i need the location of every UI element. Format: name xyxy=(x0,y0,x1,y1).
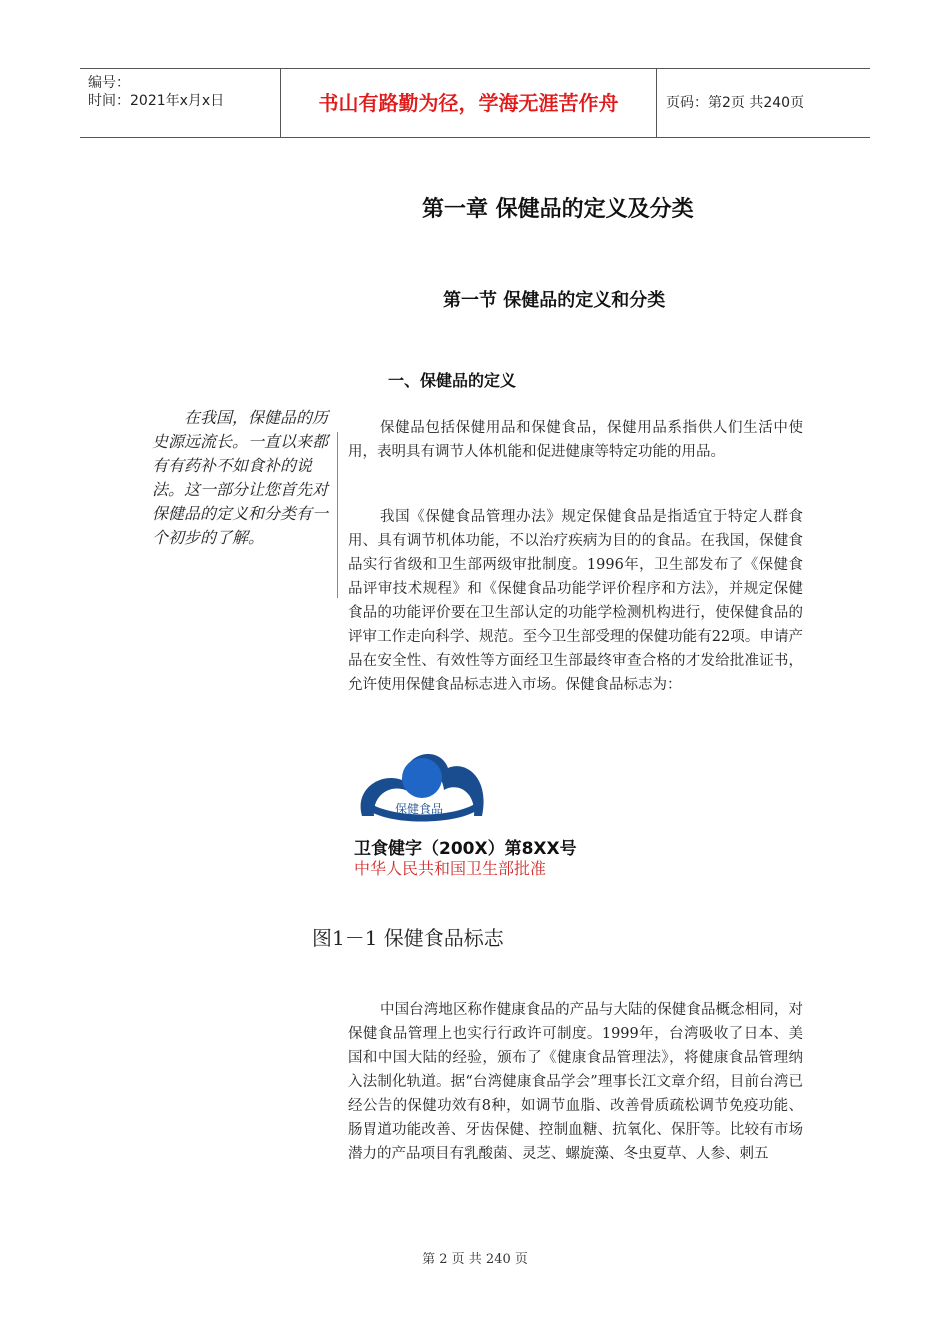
page-footer: 第 2 页 共 240 页 xyxy=(422,1252,528,1267)
logo-name: 保健食品 xyxy=(395,802,444,816)
date-line: 时间：2021年x月x日 xyxy=(88,93,225,109)
section-title: 第一节 保健品的定义和分类 xyxy=(443,290,666,311)
header-page-info: 页码：第2页 共240页 xyxy=(666,95,805,111)
subheading: 一、保健品的定义 xyxy=(388,371,517,390)
paragraph: 我国《保健食品管理办法》规定保健食品是指适宜于特定人群食用、具有调节机体功能，不以治疗疾病为目的的食品。在我国，保健食品实行省级和卫生部两级审批制度。1996年，卫生部发布了《保健食品评审技术规程》和《保健食品功能学评价程序和方法》，并规定保健食品的功能评价要在卫生部认定的功能学检测机构进行，使保健食品的评审工作走向科学、规范。至今卫生部受理的保健功能有22项。申请产品在安全性、有效性等方面经卫生部最终审查合格的才发给批准证书，允许使用保健食品标志进入市场。保健食品标志为： xyxy=(348,509,803,693)
logo-approval-number: 卫食健字（200X）第8XX号 xyxy=(354,839,577,859)
paragraph: 中国台湾地区称作健康食品的产品与大陆的保健食品概念相同，对保健食品管理上也实行行政许可制度。1999年，台湾吸收了日本、美国和中国大陆的经验，颁布了《健康食品管理法》，将健康食品管理纳入法制化轨道。据“台湾健康食品学会”理事长江文章介绍，目前台湾已经公告的保健功效有8种，如调节血脂、改善骨质疏松调节免疫功能、肠胃道功能改善、牙齿保健、控制血糖、抗氧化、保肝等。比较有市场潜力的产品项目有乳酸菌、灵芝、螺旋藻、冬虫夏草、人参、刺五 xyxy=(348,1002,803,1162)
sidenote-divider xyxy=(337,432,338,598)
number-label: 编号： xyxy=(88,75,130,91)
sidenote: 在我国，保健品的历史源远流长。一直以来都有有药补不如食补的说法。这一部分让您首先对保健品的定义和分类有一个初步的了解。 xyxy=(152,408,329,547)
figure-caption: 图1－1 保健食品标志 xyxy=(312,926,504,950)
page-header xyxy=(80,68,870,138)
logo-approval-authority: 中华人民共和国卫生部批准 xyxy=(354,859,547,878)
chapter-title: 第一章 保健品的定义及分类 xyxy=(422,197,694,222)
health-food-logo xyxy=(352,738,602,878)
header-motto: 书山有路勤为径，学海无涯苦作舟 xyxy=(281,69,657,137)
paragraph: 保健品包括保健用品和保健食品，保健用品系指供人们生活中使用，表明具有调节人体机能和促进健康等特定功能的用品。 xyxy=(348,420,803,460)
header-meta xyxy=(80,69,281,137)
